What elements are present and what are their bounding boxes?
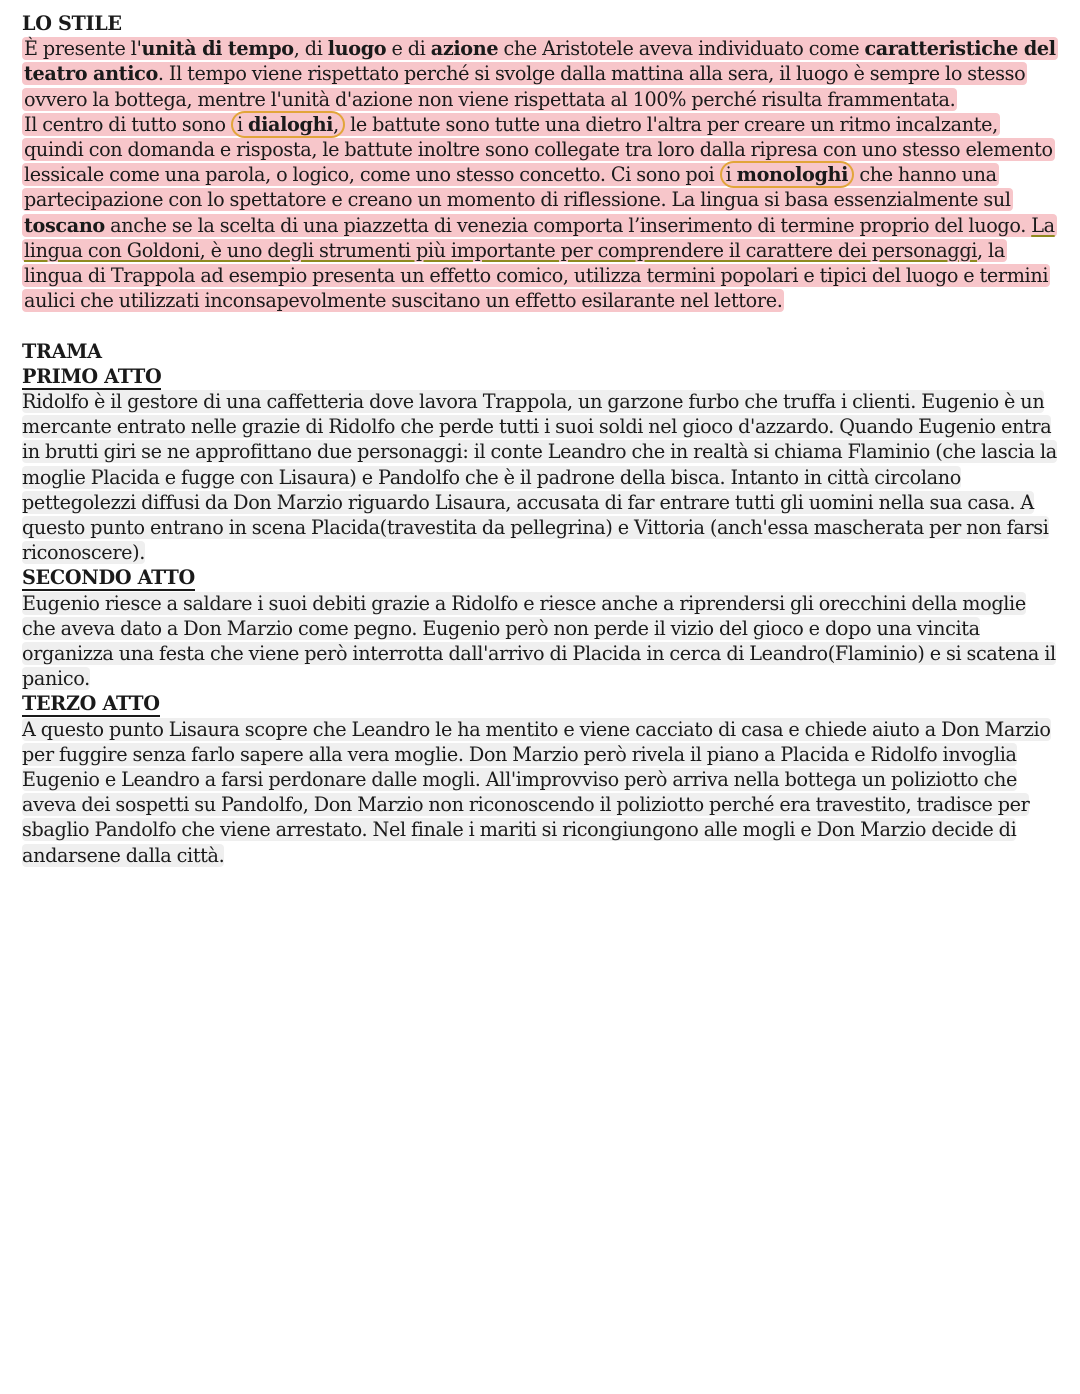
spacer: [22, 313, 1062, 338]
document-page: [22, 11, 1062, 868]
text-run: che hanno una partecipazione con lo spettatore e creano un momento di riflessione. La lingua si basa essenzialmente sul: [24, 163, 1011, 212]
act-2-text: [22, 591, 1062, 692]
bold-term: luogo: [327, 37, 387, 61]
text-run: i: [236, 112, 249, 136]
act-3-text: [22, 717, 1062, 868]
text-run: È presente l': [24, 37, 142, 61]
highlight-grey: A questo punto Lisaura scopre che Leandro le ha mentito e viene cacciato di casa e chiede aiuto a Don Marzio per fuggire senza farlo sapere alla vera moglie. Don Marzio però rivela il piano a Placida e Ridolfo invoglia Eugenio e Leandro a farsi perdonare dalle mogli. All'improvviso però arriva nella bottega un poliziotto che aveva dei sospetti su Pandolfo, Don Marzio non riconoscendo il poliziotto perché era travestito, tradisce per sbaglio Pandolfo che viene arrestato. Nel finale i mariti si ricongiungono alle mogli e Don Marzio decide di andarsene dalla città.: [22, 717, 1051, 867]
text-run: e di: [386, 37, 431, 61]
circled-term-monologhi: [720, 161, 855, 188]
circled-term-dialoghi: [231, 111, 345, 138]
act-heading-terzo: TERZO ATTO: [22, 692, 160, 716]
text-run: ,: [333, 112, 339, 136]
stile-paragraph-1: [22, 36, 1062, 112]
text-run: anche se la scelta di una piazzetta di venezia comporta l’inserimento di termine proprio del luogo.: [104, 213, 1032, 237]
bold-term: monologhi: [736, 163, 849, 187]
bold-term: azione: [430, 37, 499, 61]
highlight-grey: Eugenio riesce a saldare i suoi debiti grazie a Ridolfo e riesce anche a riprendersi gli orecchini della moglie che aveva dato a Don Marzio come pegno. Eugenio però non perde il vizio del gioco e dopo una vincita organizza una festa che viene però interrotta dall'arrivo di Placida in cerca di Leandro(Flaminio) e si scatena il panico.: [22, 591, 1056, 691]
act-1-text: [22, 389, 1062, 565]
bold-term: dialoghi: [248, 112, 334, 136]
bold-term: caratteristiche del teatro antico: [24, 37, 1056, 86]
text-run: che Aristotele aveva individuato come: [498, 37, 865, 61]
text-run: . Il tempo viene rispettato perché si svolge dalla mattina alla sera, il luogo è sempre lo stesso ovvero la bottega, mentre l'unità d'azione non viene rispettata al 100% perché risulta frammentata.: [24, 62, 1026, 111]
bold-term: toscano: [24, 213, 105, 237]
highlight-pink: [22, 37, 1058, 110]
section-heading-trama: TRAMA: [22, 339, 102, 363]
highlight-pink: [22, 113, 1057, 312]
highlight-grey: Ridolfo è il gestore di una caffetteria dove lavora Trappola, un garzone furbo che truffa i clienti. Eugenio è un mercante entrato nelle grazie di Ridolfo che perde tutti i suoi soldi nel gioco d'azzardo. Quando Eugenio entra in brutti giri se ne approfittano due personaggi: il conte Leandro che in realtà si chiama Flaminio (che lascia la moglie Placida e fugge con Lisaura) e Pandolfo che è il padrone della bisca. Intanto in città circolano pettegolezzi diffusi da Don Marzio riguardo Lisaura, accusata di far entrare tutti gli uomini nella sua casa. A questo punto entrano in scena Placida(travestita da pellegrina) e Vittoria (anch'essa mascherata per non farsi riconoscere).: [22, 390, 1057, 565]
text-run: le battute sono tutte una dietro l'altra per creare un ritmo incalzante, quindi con domanda e risposta, le battute inoltre sono collegate tra loro dalla ripresa con uno stesso elemento lessicale come una parola, o logico, come uno stesso concetto. Ci sono poi: [24, 112, 1053, 187]
stile-paragraph-2: [22, 112, 1062, 314]
text-run: Il centro di tutto sono: [24, 112, 231, 136]
text-run: i: [725, 163, 737, 187]
act-heading-primo: PRIMO ATTO: [22, 364, 162, 388]
bold-term: unità di tempo: [141, 37, 294, 61]
text-run: , la lingua di Trappola ad esempio presenta un effetto comico, utilizza termini popolari e tipici del luogo e termini aulici che utilizzati inconsapevolmente suscitano un effetto esilarante nel lettore.: [24, 238, 1049, 313]
text-run: , di: [293, 37, 328, 61]
section-heading-stile: LO STILE: [22, 12, 122, 35]
underlined-sentence: La lingua con Goldoni, è uno degli strumenti più importante per comprendere il carattere dei personaggi: [24, 213, 1055, 262]
act-heading-secondo: SECONDO ATTO: [22, 566, 195, 590]
